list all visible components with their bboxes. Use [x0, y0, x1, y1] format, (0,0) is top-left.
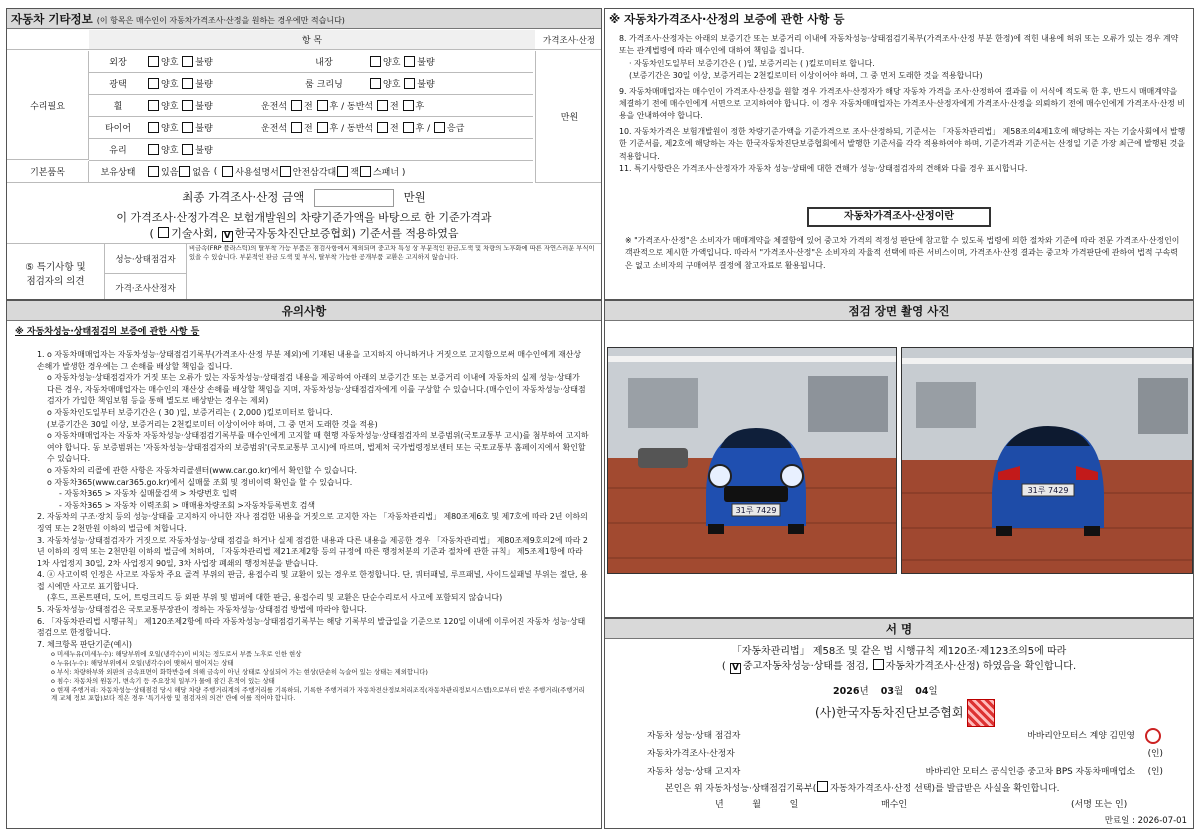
option-label: 후 / 동반석	[329, 102, 374, 112]
guarantee-item: 9. 자동차매매업자는 매수인이 가격조사·산정을 원할 경우 가격조사·산정자가 해당 자동차 가격을 조사·산정하여 결과를 이 서식에 적도록 한 후, 반드시 매매계약을 체결하기 전에 매수인에게 서면으로 고지하여야 합니다. 이 경우 자동차매매업자는 가격조사·산정자에게 가격조사·산정을 의뢰하기 전에 매수인에게 가격조사·산정 비용을 안내하여야 합니다.	[619, 86, 1185, 121]
inspection-option-label: 중고자동차성능·상태를 점검,	[742, 661, 869, 672]
notice-item: ο 자동차의 리콜에 관한 사항은 자동차리콜센터(www.car.go.kr)에서 확인할 수 있습니다.	[47, 465, 357, 475]
date-day: 04	[915, 686, 929, 697]
special-notes-label: ⑤ 특기사항 및 점검자의 의견	[7, 244, 105, 300]
option-checkbox[interactable]	[404, 78, 415, 89]
buyer-date: 년 월 일	[715, 800, 799, 810]
final-price-line	[7, 185, 601, 209]
option-label: 불량	[195, 58, 213, 68]
buyer-label: 매수인	[881, 800, 908, 810]
notice-item: 4. ⓐ 사고이력 인정은 사고로 자동차 주요 골격 부위의 판금, 용접수리 및 교환이 있는 경우로 한정합니다. 단, 쿼터패널, 루프패널, 사이드실패널 부위는 절단, 용접 시에만 사고로 표기합니다.	[37, 570, 588, 591]
signer-seal: (인)	[1147, 767, 1163, 777]
basic-items-label: 기본품목	[7, 161, 89, 182]
basis-label-association: 한국자동차진단보증협회	[234, 227, 352, 240]
option-checkbox[interactable]	[317, 100, 328, 111]
price-check-option-label: 자동차가격조사·산정) 하였음을 확인합니다.	[885, 661, 1077, 672]
association-seal-icon	[967, 699, 995, 727]
repair-item-options	[369, 51, 509, 72]
option-checkbox[interactable]	[182, 144, 193, 155]
repair-row	[89, 51, 533, 73]
option-label: 불량	[195, 80, 213, 90]
notice-panel	[6, 300, 602, 829]
receipt-checkbox[interactable]	[817, 781, 828, 792]
option-checkbox[interactable]	[179, 166, 190, 177]
option-label: 불량	[417, 58, 435, 68]
option-checkbox[interactable]	[360, 166, 371, 177]
front-photo	[607, 347, 897, 574]
date-year-unit: 년	[859, 686, 869, 697]
option-checkbox[interactable]	[291, 100, 302, 111]
repair-row	[89, 117, 533, 139]
signer-value: 바바리안 모터스 공식인증 중고차 BPS 자동차매매업소	[925, 767, 1135, 777]
option-label: 양호	[161, 102, 179, 112]
repair-item-options	[147, 73, 257, 94]
option-checkbox[interactable]	[182, 122, 193, 133]
signature-statement	[605, 645, 1193, 674]
price-inspector-label: 가격·조사산정자	[105, 274, 187, 300]
repair-item-label: 룸 크리닝	[305, 80, 343, 90]
option-checkbox[interactable]	[182, 100, 193, 111]
basis-label-techsociety: 기술사회,	[171, 227, 218, 240]
option-checkbox[interactable]	[148, 166, 159, 177]
option-checkbox[interactable]	[337, 166, 348, 177]
option-label: 양호	[161, 80, 179, 90]
basic-items-sub: 보유상태	[100, 168, 136, 178]
price-guarantee-panel	[604, 8, 1194, 300]
option-checkbox[interactable]	[377, 100, 388, 111]
association-name	[815, 699, 995, 727]
option-label: 스패너 )	[372, 168, 406, 178]
option-label: 안전삼각대	[292, 168, 337, 178]
table-header-row	[7, 30, 601, 50]
repair-item-options	[147, 51, 257, 72]
option-label: 양호	[161, 58, 179, 68]
date-month: 03	[880, 686, 894, 697]
seat-label: 운전석	[261, 102, 288, 112]
repair-item-options	[147, 95, 257, 116]
repair-item-label: 타이어	[104, 124, 132, 134]
seat-options	[261, 95, 533, 116]
option-checkbox[interactable]	[377, 122, 388, 133]
signer-row	[605, 727, 1193, 745]
notice-item: ο 자동차인도일부터 보증기간은 ( 30 )일, 보증거리는 ( 2,000 )킬로미터로 합니다.	[47, 407, 333, 417]
price-guarantee-header: ※ 자동차가격조사·산정의 보증에 관한 사항 등	[605, 9, 1193, 29]
option-checkbox[interactable]	[434, 122, 445, 133]
statement-line1: 「자동차관리법」 제58조 및 같은 법 시행규칙 제120조·제123조의5에 따라	[731, 646, 1067, 657]
option-label: 양호	[161, 124, 179, 134]
option-label: 양호	[161, 146, 179, 156]
expiry-date: 만료일 : 2026-07-01	[1104, 816, 1187, 826]
repair-item-options	[147, 139, 257, 160]
option-label: 없음	[192, 168, 210, 178]
notice-item: 7. 체크항목 판단기준(예시)	[37, 639, 132, 649]
option-checkbox[interactable]	[403, 122, 414, 133]
receipt-text-b: 자동차가격조사·산정 선택)를 발급받은 사실을 확인합니다.	[830, 784, 1060, 794]
notice-item: 2. 자동차의 구조·장치 등의 성능·상태를 고지하지 아니한 자나 점검한 내용을 거짓으로 고지한 자는 「자동차관리법」 제80조제6호 및 제7호에 따라 2년 이하의 징역 또는 2천만원 이하의 벌금에 처합니다.	[37, 512, 588, 533]
date-month-unit: 월	[893, 686, 904, 697]
notice-item: 5. 자동차성능·상태점검은 국토교통부장관이 정하는 자동차성능·상태점검 방법에 따라야 합니다.	[37, 605, 367, 615]
repair-item-label: 휠	[113, 102, 123, 112]
signature-header: 서 명	[605, 619, 1193, 639]
seat-options	[261, 117, 533, 138]
price-basis-line1: 이 가격조사·산정가격은 보험개발원의 차량기준가액을 바탕으로 한 기준가격과	[116, 211, 492, 224]
guarantee-item: 11. 특기사항란은 가격조사·산정자가 자동차 성능·상태에 대한 견해가 성능·상태점검자의 견해와 다를 경우 표시합니다.	[619, 164, 1028, 174]
front-car-image	[608, 348, 897, 574]
option-checkbox[interactable]	[148, 144, 159, 155]
association-name-text: (사)한국자동차진단보증협회	[815, 705, 964, 720]
basis-checkbox-association[interactable]: V	[222, 231, 233, 242]
signer-label: 자동차 성능·상태 고지자	[647, 767, 741, 777]
vehicle-other-info-header	[7, 9, 601, 29]
signer-row	[605, 745, 1193, 763]
criteria-item: ο 부식: 차량하부와 외판의 금속표면이 화학반응에 의해 금속이 아닌 상태로 상실되어 가는 현상(단순히 녹슬어 있는 상태는 제외합니다)	[51, 668, 428, 677]
option-checkbox[interactable]	[317, 122, 328, 133]
criteria-item: ο 미세누유(미세누수): 해당부위에 오일(냉각수)이 비치는 정도로서 부품 노후로 인한 현상	[51, 650, 302, 659]
repair-item-label: 유리	[109, 146, 127, 156]
option-checkbox[interactable]	[148, 100, 159, 111]
option-label: 있음	[161, 168, 179, 178]
repair-row	[89, 73, 533, 95]
signer-seal: (인)	[1147, 749, 1163, 759]
price-basis	[7, 210, 601, 242]
seat-label: 운전석	[261, 124, 288, 134]
basic-items-options	[147, 161, 533, 182]
signer-seal-icon	[1145, 728, 1161, 744]
repair-item-label: 광택	[109, 80, 127, 90]
notice-item: 1. ο 자동차매매업자는 자동차성능·상태점검기록부(가격조사·산정 부분 제외)에 기재된 내용을 고지하지 아니하거나 거짓으로 고지함으로써 매수인에게 재산상 손해가 발생한 경우에는 그 손해를 배상할 책임을 집니다.	[37, 350, 581, 371]
criteria-item: ο 누유(누수): 해당부위에서 오일(냉각수)이 맺혀서 떨어지는 상태	[51, 659, 234, 668]
option-checkbox[interactable]	[148, 122, 159, 133]
basis-checkbox-techsociety[interactable]	[158, 227, 169, 238]
notice-items	[37, 349, 589, 703]
option-label: 전	[389, 102, 399, 112]
performance-inspector-note: 비금속(FRP 플라스틱)의 탈부착 가능 부품은 점검사항에서 제외되며 중고차 특성 상 부분적인 판금,도색 및 차량의 노후화에 따른 자연스러운 부식이 있을 수 있습니다. 부분적인 판금 도색 및 부식, 탈부착 가능한 공개부품 교환은 고지하지 않습니다.	[189, 245, 595, 261]
notice-item: ο 자동차성능·상태점검자가 거짓 또는 오류가 있는 자동차성능·상태점검 내용을 제공하여 아래의 보증기간 또는 보증거리 이내에 자동차의 실제 성능·상태가 다른 경우, 자동차매매업자는 매수인의 재산상 손해를 배상할 책임을 지며, 자동차성능·상태점검자에게 이를 구상할 수 있습니다.(매수인이 자동차성능·상태점검자가 가입한 책임보험 등을 통해 별도로 배상받는 경우는 제외)	[47, 373, 586, 406]
price-guarantee-items	[619, 33, 1187, 175]
repair-item-options	[369, 73, 509, 94]
inspection-photos-panel	[604, 300, 1194, 618]
notice-item: ο 자동차매매업자는 자동차 자동차성능·상태점검기록부를 매수인에게 고지할 때 현행 자동차성능·상태점검자의 보증범위(국토교통부 고시)를 첨부하여 고지하여야 합니다. 동 보증범위는 '자동차성능·상태점검자의 보증범위'(국토교통부 고시)에 따르며, 법제처 국가법령정보센터 또는 국토교통부 홈페이지에서 확인할 수 있습니다.	[47, 431, 589, 464]
option-checkbox[interactable]	[222, 166, 233, 177]
option-checkbox[interactable]	[182, 56, 193, 67]
basis-suffix: ) 기준서를 적용하였음	[351, 227, 459, 240]
option-label: 전	[303, 102, 313, 112]
notice-item: (보증기간은 30일 이상, 보증거리는 2천킬로미터 이상이어야 하며, 그 중 먼저 도래한 것을 적용)	[47, 419, 378, 429]
option-label: 후	[415, 102, 425, 112]
option-label: 불량	[195, 124, 213, 134]
buyer-sign: (서명 또는 인)	[1071, 800, 1128, 810]
inspection-checkbox[interactable]: V	[730, 663, 741, 674]
option-label: 사용설명서	[235, 168, 279, 178]
option-checkbox[interactable]	[148, 78, 159, 89]
signer-label: 자동차가격조사·산정자	[647, 749, 735, 759]
option-checkbox[interactable]	[404, 56, 415, 67]
option-checkbox[interactable]	[148, 56, 159, 67]
option-checkbox[interactable]	[370, 78, 381, 89]
price-check-checkbox[interactable]	[873, 659, 884, 670]
performance-inspector-label: 성능·상태점검자	[105, 244, 187, 274]
date-year: 2026	[833, 686, 860, 697]
vehicle-other-info-panel	[6, 8, 602, 300]
option-label: 응급	[447, 124, 465, 134]
repair-row	[89, 95, 533, 117]
price-definition-box-title: 자동차가격조사·산정이란	[807, 207, 991, 227]
plate-text: 31루 7429	[735, 506, 777, 515]
signature-panel	[604, 618, 1194, 829]
criteria-item: ο 현재 주행거리: 자동차성능·상태점검 당시 해당 차량 주행거리계의 주행거리를 기록하되, 기록한 주행거리가 자동차전산정보처리조직(자동차관리정보시스템)으로부터 받은 주행거리(주행거리계 교체 정보 포함)보다 적은 경우 '특기사항 및 점검자의 의견' 란에 이를 적어야 합니다.	[51, 685, 585, 703]
option-label: 후 /	[415, 124, 431, 134]
notice-subtitle: ※ 자동차성능·상태점검의 보증에 관한 사항 등	[15, 327, 200, 337]
option-label: 불량	[417, 80, 435, 90]
option-label: 전	[303, 124, 313, 134]
statement-line2	[605, 659, 1193, 674]
special-notes-block	[7, 243, 601, 300]
notice-header: 유의사항	[7, 301, 601, 321]
option-label: 양호	[383, 58, 401, 68]
notice-item: ο 자동차365(www.car365.go.kr)에서 실매물 조회 및 정비이력 확인을 할 수 있습니다.	[47, 477, 353, 487]
date-day-unit: 일	[928, 686, 938, 697]
repair-item-label: 내장	[315, 58, 333, 68]
paren: (	[149, 227, 154, 240]
section-subtitle: (이 항목은 매수인이 자동차가격조사·산정을 원하는 경우에만 적습니다)	[96, 16, 345, 25]
rear-car-image	[902, 348, 1193, 574]
notice-item: (후드, 프론트펜더, 도어, 트렁크리드 등 외판 부위 및 범퍼에 대한 판금, 용접수리 및 교환은 단순수리로서 사고에 포함되지 않습니다)	[47, 593, 503, 603]
receipt-line	[665, 781, 1060, 794]
repair-item-label: 외장	[109, 58, 127, 68]
notice-item: - 자동차365 > 자동차 이력조회 > 매매용차량조회 >자동차등록번호 검색	[59, 500, 315, 510]
option-checkbox[interactable]	[182, 78, 193, 89]
option-label: 전	[389, 124, 399, 134]
signer-label: 자동차 성능·상태 점검자	[647, 731, 741, 741]
option-label: 잭	[350, 168, 359, 178]
repair-row	[89, 139, 533, 161]
plate-text: 31루 7429	[1027, 486, 1069, 495]
section-title: 자동차 기타정보	[11, 12, 93, 26]
col-item-header: 항 목	[89, 30, 535, 49]
option-checkbox[interactable]	[403, 100, 414, 111]
option-checkbox[interactable]	[280, 166, 291, 177]
paren: (	[721, 661, 726, 672]
final-price-label: 최종 가격조사·산정 금액	[182, 190, 305, 204]
final-price-field[interactable]	[314, 189, 394, 207]
guarantee-item: · 자동차인도일부터 보증기간은 ( )일, 보증거리는 ( )킬로미터로 합니다.	[629, 58, 875, 68]
signer-value: 바바리안모터스 계양 김민영	[1027, 731, 1135, 741]
basic-items-row	[7, 161, 533, 183]
criteria-list	[37, 650, 589, 703]
notice-item: 3. 자동차성능·상태점검자가 거짓으로 자동차성능·상태 점검을 하거나 실제 점검한 내용과 다른 내용을 제공한 경우 「자동차관리법」 제80조제9호의2에 따라 2년 이하의 징역 또는 2천만원 이하의 벌금에 처하며, 「자동차관리법 제21조제2항 등의 규정에 따른 행정처분의 기준과 절차에 관한 규칙」 제5조제1항에 따라 1차 사업정지 30일, 2차 사업정지 90일, 3차 사업장 폐쇄의 행정처분을 받습니다.	[37, 535, 588, 568]
criteria-item: ο 침수: 자동차의 원동기, 변속기 등 주요장치 일부가 물에 잠긴 흔적이 있는 상태	[51, 676, 275, 685]
option-label: (	[213, 166, 218, 177]
guarantee-item: 10. 자동차가격은 보험개발원이 정한 차량기준가액을 기준가격으로 조사·산정하되, 기준서는 「자동차관리법」 제58조의4제1호에 해당하는 자는 기술사회에서 발행한 기준서를, 제2호에 해당하는 자는 한국자동차진단보증협회에서 발행한 기준서를 각각 적용하여야 하며, 기준가격과 기준서는 산정일 기준 가장 최근에 발행된 것을 적용합니다.	[619, 126, 1186, 161]
option-label: 불량	[195, 102, 213, 112]
photos-header: 점검 장면 촬영 사진	[605, 301, 1193, 321]
rear-photo	[901, 347, 1193, 574]
option-label: 후 / 동반석	[329, 124, 374, 134]
signer-row	[605, 763, 1193, 781]
price-basis-line2	[7, 226, 601, 242]
col-price-header: 가격조사·산정	[543, 35, 595, 46]
repair-item-options	[147, 117, 257, 138]
notice-item: 6. 「자동차관리법 시행규칙」 제120조제2항에 따라 자동차성능·상태점검기록부는 해당 기록부의 발급일을 기준으로 120일 이내에 이루어진 자동차 성능·상태점검으로 한정합니다.	[37, 616, 586, 638]
repair-needed-label: 수리필요	[7, 51, 89, 160]
price-unit: 만원	[535, 51, 602, 183]
option-label: 양호	[383, 80, 401, 90]
notice-item: - 자동차365 > 자동차 실매물검색 > 차량번호 입력	[59, 489, 238, 499]
guarantee-item: (보증기간은 30일 이상, 보증거리는 2천킬로미터 이상이어야 하며, 그 중 먼저 도래한 것을 적용합니다)	[629, 71, 983, 81]
guarantee-item: 8. 가격조사·산정자는 아래의 보증기간 또는 보증거리 이내에 자동차성능·상태점검기록부(가격조사·산정 부분 한정)에 적힌 내용에 허위 또는 오류가 있는 경우 계약 또는 관계법령에 따라 매수인에 대하여 책임을 집니다.	[619, 34, 1179, 56]
receipt-text-a: 본인은 위 자동차성능·상태점검기록부(	[665, 784, 817, 794]
option-label: 불량	[195, 146, 213, 156]
signature-date	[833, 683, 938, 697]
final-price-unit: 만원	[403, 190, 426, 204]
option-checkbox[interactable]	[370, 56, 381, 67]
price-definition-text: ※ "가격조사·산정"은 소비자가 매매계약을 체결함에 있어 중고차 가격의 적정성 판단에 참고할 수 있도록 법령에 의한 절차와 기준에 따라 전문 가격조사·산정인이 객관적으로 제시한 가액입니다. 따라서 "가격조사·산정"은 소비자의 자율적 선택에 따른 서비스이며, 가격조사·산정 결과는 중고차 가격판단에 관하여 법적 구속력은 없고 소비자의 구매여부 결정에 참고자료로 활용됩니다.	[625, 236, 1180, 270]
option-checkbox[interactable]	[291, 122, 302, 133]
